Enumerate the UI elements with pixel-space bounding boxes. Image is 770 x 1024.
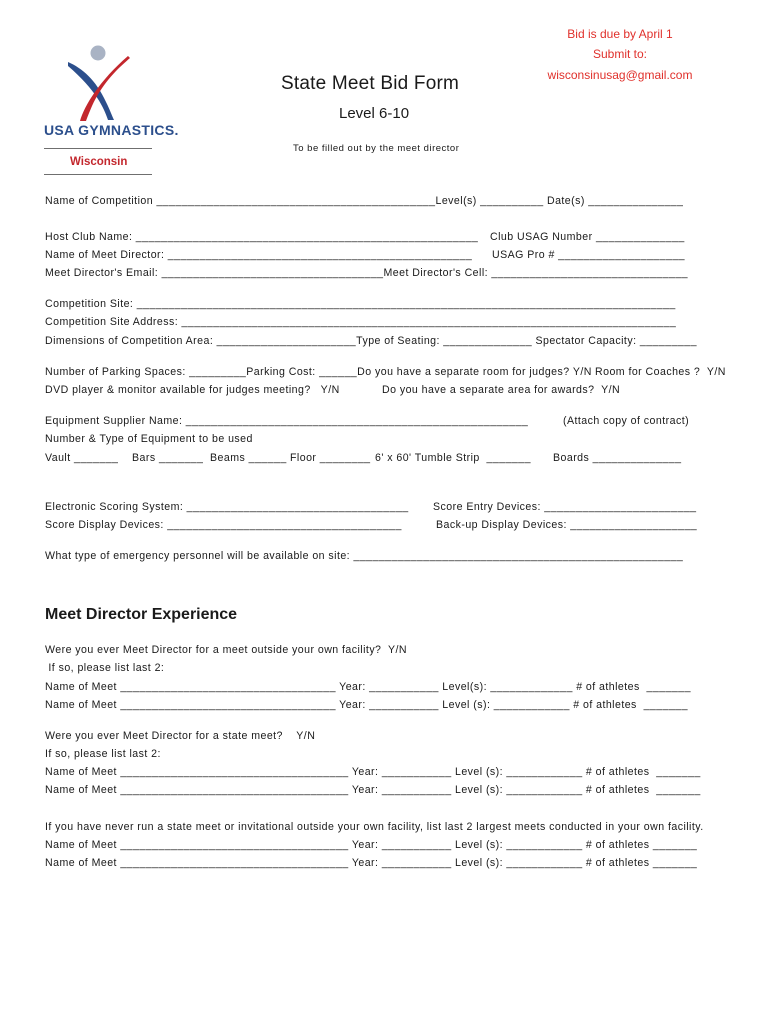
logo-brand-text: USA GYMNASTICS. [44, 122, 179, 138]
dvd-monitor-field[interactable]: DVD player & monitor available for judges meeting? Y/N [45, 384, 340, 396]
outside-meet-question[interactable]: Were you ever Meet Director for a meet outside your own facility? Y/N [45, 644, 408, 656]
vault-field[interactable]: Vault _______ [45, 452, 119, 464]
logo-divider-top [44, 148, 152, 149]
competition-site-field[interactable]: Competition Site: _____________________________________________________________________________________ [45, 298, 676, 310]
meet-director-contact-field[interactable]: Meet Director's Email: ___________________________________Meet Director's Cell: _______________________________ [45, 267, 688, 279]
page-title: State Meet Bid Form [281, 73, 460, 94]
meet-director-name-field[interactable]: Name of Meet Director: ________________________________________________ [45, 249, 473, 261]
club-usag-number-field[interactable]: Club USAG Number ______________ [490, 231, 685, 243]
usa-gymnastics-logo [40, 44, 179, 184]
logo-state-text: Wisconsin [70, 156, 128, 168]
logo-divider-bottom [44, 174, 152, 175]
bars-field[interactable]: Bars _______ [132, 452, 204, 464]
submit-email-link[interactable]: wisconsinusag@gmail.com [547, 68, 693, 82]
level-subtitle: Level 6-10 [339, 105, 410, 122]
competition-name-field[interactable]: Name of Competition ____________________________________________Level(s) __________ Date(s) _______________ [45, 195, 684, 207]
parking-field[interactable]: Number of Parking Spaces: _________Parking Cost: ______Do you have a separate room for judges? Y/N [45, 366, 592, 378]
submit-to-label: Submit to: [592, 47, 648, 61]
equipment-supplier-field[interactable]: Equipment Supplier Name: ______________________________________________________ [45, 415, 529, 427]
room-for-coaches-field[interactable]: Room for Coaches ? Y/N [595, 366, 726, 378]
beams-field[interactable]: Beams ______ [210, 452, 287, 464]
emergency-personnel-field[interactable]: What type of emergency personnel will be available on site: ____________________________________________________ [45, 550, 684, 562]
state-meet-list-label: If so, please list last 2: [45, 748, 161, 760]
competition-area-field[interactable]: Dimensions of Competition Area: ______________________Type of Seating: ______________ Spectator Capacity: _________ [45, 335, 697, 347]
experience-heading: Meet Director Experience [45, 606, 238, 623]
floor-field[interactable]: Floor ________ [290, 452, 371, 464]
score-display-devices-field[interactable]: Score Display Devices: _____________________________________ [45, 519, 402, 531]
boards-field[interactable]: Boards ______________ [553, 452, 682, 464]
tumble-strip-field[interactable]: 6' x 60' Tumble Strip _______ [375, 452, 531, 464]
outside-meet-row-2[interactable]: Name of Meet __________________________________ Year: ___________ Level (s): ____________ # of athletes _______ [45, 699, 688, 711]
electronic-scoring-field[interactable]: Electronic Scoring System: ___________________________________ [45, 501, 409, 513]
bid-due-notice: Bid is due by April 1 [567, 27, 673, 41]
outside-meet-row-1[interactable]: Name of Meet __________________________________ Year: ___________ Level(s): _____________ # of athletes _______ [45, 681, 691, 693]
state-meet-question[interactable]: Were you ever Meet Director for a state meet? Y/N [45, 730, 316, 742]
state-meet-row-2[interactable]: Name of Meet ____________________________________ Year: ___________ Level (s): ____________ # of athletes _______ [45, 784, 701, 796]
instruction-note: To be filled out by the meet director [293, 143, 460, 154]
equipment-type-label: Number & Type of Equipment to be used [45, 433, 253, 445]
competition-site-address-field[interactable]: Competition Site Address: ______________________________________________________________________________ [45, 316, 677, 328]
own-facility-row-1[interactable]: Name of Meet ____________________________________ Year: ___________ Level (s): ____________ # of athletes _______ [45, 839, 698, 851]
own-facility-row-2[interactable]: Name of Meet ____________________________________ Year: ___________ Level (s): ____________ # of athletes _______ [45, 857, 698, 869]
awards-area-field[interactable]: Do you have a separate area for awards? Y/N [382, 384, 621, 396]
attach-contract-note: (Attach copy of contract) [563, 415, 690, 427]
state-meet-row-1[interactable]: Name of Meet ____________________________________ Year: ___________ Level (s): ____________ # of athletes _______ [45, 766, 701, 778]
usag-pro-field[interactable]: USAG Pro # ____________________ [492, 249, 686, 261]
gymnast-figure-icon [62, 44, 142, 122]
score-entry-devices-field[interactable]: Score Entry Devices: ________________________ [433, 501, 697, 513]
host-club-field[interactable]: Host Club Name: ______________________________________________________ [45, 231, 479, 243]
own-facility-question: If you have never run a state meet or invitational outside your own facility, list last 2 largest meets conducted in your own facility. [45, 821, 704, 833]
backup-display-devices-field[interactable]: Back-up Display Devices: ____________________ [436, 519, 698, 531]
outside-meet-list-label: If so, please list last 2: [45, 662, 165, 674]
